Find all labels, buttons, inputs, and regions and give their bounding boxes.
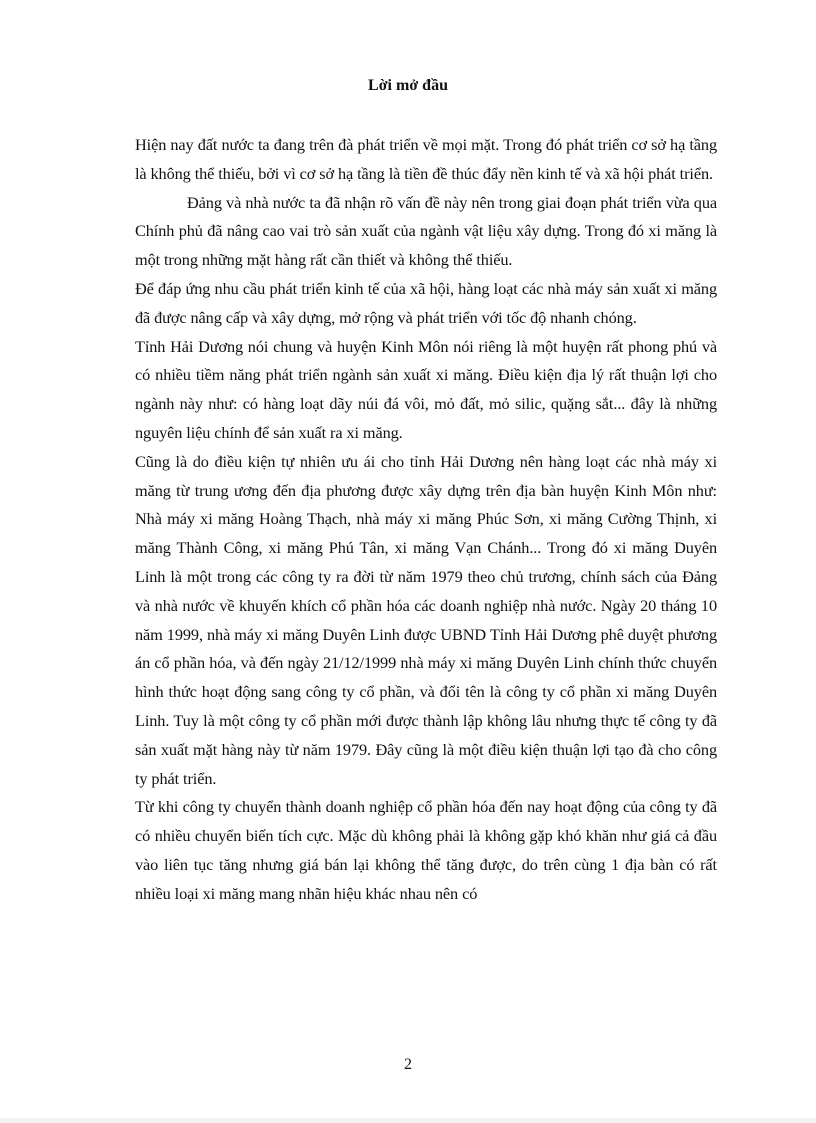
page-bottom-edge xyxy=(0,1118,816,1123)
paragraph-1: Hiện nay đất nước ta đang trên đà phát triển về mọi mặt. Trong đó phát triển cơ sở hạ tầng là không thể thiếu, bởi vì cơ sở hạ tầng là tiền đề thúc đẩy nền kinh tế và xã hội phát triển. xyxy=(135,135,717,183)
paragraph-5: Cũng là do điều kiện tự nhiên ưu ái cho tỉnh Hải Dương nên hàng loạt các nhà máy xi măng từ trung ương đến địa phương được xây dựng trên địa bàn huyện Kinh Môn như: Nhà máy xi măng Hoàng Thạch, nhà máy xi măng Phúc Sơn, xi măng Cường Thịnh, xi măng Thành Công, xi măng Phú Tân, xi măng Vạn Chánh... Trong đó xi măng Duyên Linh là một trong các công ty ra đời từ năm 1979 theo chủ trương, chính sách của Đảng và nhà nước về khuyến khích cổ phần hóa các doanh nghiệp nhà nước. Ngày 20 tháng 10 năm 1999, nhà máy xi măng Duyên Linh được UBND Tỉnh Hải Dương phê duyệt phương án cổ phần hóa, và đến ngày 21/12/1999 nhà máy xi măng Duyên Linh chính thức chuyển hình thức hoạt động sang công ty cổ phần, và đổi tên là công ty cổ phần xi măng Duyên Linh. Tuy là một công ty cổ phần mới được thành lập không lâu nhưng thực tế công ty đã sản xuất mặt hàng này từ năm 1979. Đây cũng là một điều kiện thuận lợi tạo đà cho công ty phát triển. xyxy=(135,451,717,788)
body-text xyxy=(135,131,717,909)
paragraph-6: Từ khi công ty chuyển thành doanh nghiệp cổ phần hóa đến nay hoạt động của công ty đã có nhiều chuyển biến tích cực. Mặc dù không phải là không gặp khó khăn như giá cả đầu vào liên tục tăng nhưng giá bán lại không thể tăng được, do trên cùng 1 địa bàn có rất nhiều loại xi măng mang nhãn hiệu khác nhau nên có xyxy=(135,797,717,903)
paragraph-3: Để đáp ứng nhu cầu phát triển kinh tế của xã hội, hàng loạt các nhà máy sản xuất xi măng đã được nâng cấp và xây dựng, mở rộng và phát triển với tốc độ nhanh chóng. xyxy=(135,278,717,327)
paragraph-4: Tỉnh Hải Dương nói chung và huyện Kinh Môn nói riêng là một huyện rất phong phú và có nhiều tiềm năng phát triển ngành sản xuất xi măng. Điều kiện địa lý rất thuận lợi cho ngành này như: có hàng loạt dãy núi đá vôi, mỏ đất, mỏ silic, quặng sắt... đây là những nguyên liệu chính để sản xuất ra xi măng. xyxy=(135,336,717,442)
page-title: Lời mở đầu xyxy=(368,77,448,94)
paragraph-2: Đảng và nhà nước ta đã nhận rõ vấn đề này nên trong giai đoạn phát triển vừa qua Chính phủ đã nâng cao vai trò sản xuất của ngành vật liệu xây dựng. Trong đó xi măng là một trong những mặt hàng rất cần thiết và không thể thiếu. xyxy=(135,192,717,270)
page-number: 2 xyxy=(404,1056,412,1073)
